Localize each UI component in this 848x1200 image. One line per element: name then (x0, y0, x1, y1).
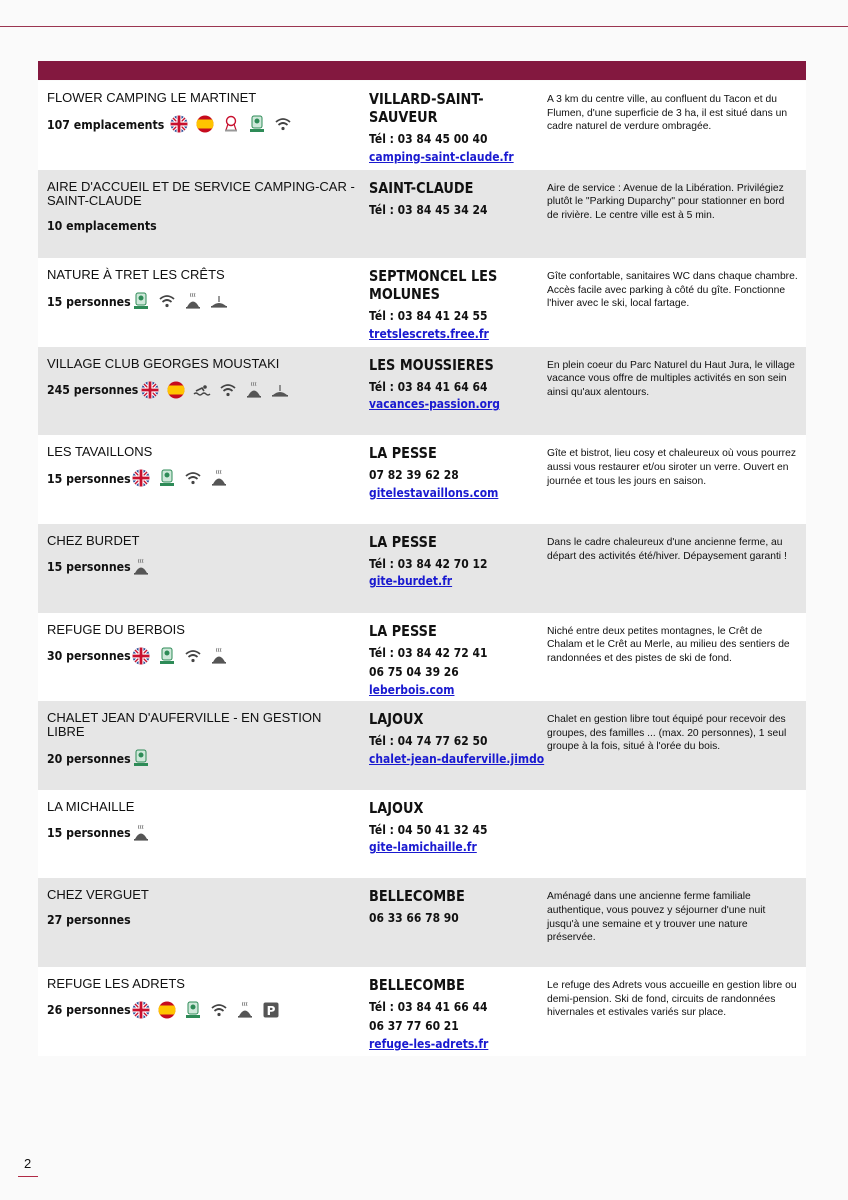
description-cell (538, 790, 806, 879)
table-row (38, 258, 806, 347)
table-row (38, 613, 806, 702)
description: Chalet en gestion libre tout équipé pour recevoir des groupes, des familles ... (max. 20 personnes), 1 seul groupe à la fois, situé à l'orée du bois. (547, 714, 787, 753)
capacity: 26 personnes (47, 1002, 131, 1018)
amenity-icons (170, 115, 300, 133)
eco-label-icon (184, 1001, 202, 1019)
phone-number: Tél : 04 50 41 32 45 (369, 821, 488, 837)
establishment-cell (38, 170, 361, 259)
table-header-band (38, 61, 806, 80)
establishment-cell (38, 790, 361, 879)
establishment-name: CHEZ BURDET (47, 532, 140, 548)
amenity-icons (132, 558, 158, 576)
website-link[interactable]: camping-saint-claude.fr (369, 148, 514, 164)
establishment-cell (38, 701, 361, 790)
table-row (38, 347, 806, 436)
description: A 3 km du centre ville, au confluent du Tacon et du Flumen, d'une superficie de 3 ha, il est situé dans un cadre naturel de verdure ombragée. (547, 94, 788, 133)
contact-cell (361, 524, 538, 613)
restaurant-icon (210, 647, 228, 665)
eco-label-icon (132, 292, 150, 310)
phone-number: 06 37 77 60 21 (369, 1018, 459, 1034)
description-cell (538, 524, 806, 613)
establishment-name: REFUGE DU BERBOIS (47, 621, 185, 637)
table-row (38, 435, 806, 524)
capacity: 15 personnes (47, 825, 131, 841)
amenity-icons (132, 469, 236, 487)
phone-number: Tél : 03 84 42 72 41 (369, 644, 488, 660)
description: En plein coeur du Parc Naturel du Haut Jura, le village vacance vous offre de multiples activités en son sein ainsi qu'aux alentours. (547, 359, 795, 398)
establishment-name: NATURE À TRET LES CRÊTS (47, 267, 225, 283)
establishment-cell (38, 81, 361, 170)
establishment-cell (38, 258, 361, 347)
uk-flag-icon (170, 115, 188, 133)
phone-number: 07 82 39 62 28 (369, 467, 459, 483)
accommodation-table (38, 81, 806, 1056)
establishment-name: REFUGE LES ADRETS (47, 975, 185, 991)
phone-number: Tél : 03 84 42 70 12 (369, 555, 488, 571)
description-cell (538, 701, 806, 790)
table-row (38, 967, 806, 1056)
website-link[interactable]: gite-burdet.fr (369, 573, 453, 589)
description-cell (538, 613, 806, 702)
phone-number: Tél : 03 84 45 34 24 (369, 201, 488, 217)
spain-flag-icon (196, 115, 214, 133)
wifi-icon (210, 1001, 228, 1019)
town-name: VILLARD-SAINT-SAUVEUR (369, 90, 484, 126)
town-name: LA PESSE (369, 532, 437, 551)
meal-icon (210, 292, 228, 310)
table-row (38, 878, 806, 967)
page-number-rule (18, 1176, 38, 1177)
amenity-icons (132, 647, 236, 665)
phone-number: Tél : 03 84 41 64 64 (369, 378, 488, 394)
wifi-icon (219, 381, 237, 399)
establishment-cell (38, 435, 361, 524)
top-rule (0, 26, 848, 27)
town-name: BELLECOMBE (369, 887, 465, 906)
description: Aménagé dans une ancienne ferme familiale authentique, vous pouvez y séjourner d'une nuit jusqu'à une semaine et y trouver une nature préservée. (547, 891, 766, 944)
phone-number: Tél : 03 84 41 24 55 (369, 308, 488, 324)
description: Le refuge des Adrets vous accueille en gestion libre ou demi-pension. Ski de fond, circuits de randonnées hivernales et estivales variés sur place. (547, 979, 797, 1019)
uk-flag-icon (132, 469, 150, 487)
eco-label-icon (132, 749, 150, 767)
description-cell (538, 967, 806, 1056)
description: Gîte et bistrot, lieu cosy et chaleureux où vous pourrez aussi vous restaurer et/ou siroter un verre. Ouvert en journée et tous les jours en saison. (547, 448, 796, 487)
parking-icon (262, 1001, 280, 1019)
svg-text:P: P (266, 1003, 276, 1018)
contact-cell (361, 878, 538, 967)
capacity: 15 personnes (47, 559, 131, 575)
restaurant-icon (210, 469, 228, 487)
establishment-cell (38, 524, 361, 613)
capacity: 27 personnes (47, 912, 131, 928)
spain-flag-icon (167, 381, 185, 399)
meal-icon (271, 381, 289, 399)
eco-label-icon (158, 647, 176, 665)
wifi-icon (158, 292, 176, 310)
description: Niché entre deux petites montagnes, le Crêt de Chalam et le Crêt au Merle, au milieu des sentiers de randonnées et des pistes de ski de fond. (547, 625, 790, 664)
establishment-name: VILLAGE CLUB GEORGES MOUSTAKI (47, 355, 280, 371)
restaurant-icon (236, 1001, 254, 1019)
amenity-icons (132, 292, 236, 310)
establishment-name: FLOWER CAMPING LE MARTINET (47, 90, 257, 105)
town-name: LAJOUX (369, 798, 424, 817)
contact-cell (361, 790, 538, 879)
establishment-name: CHALET JEAN D'AUFERVILLE - EN GESTION LIBRE (47, 710, 322, 740)
capacity: 15 personnes (47, 470, 131, 486)
table-row (38, 790, 806, 879)
phone-number: Tél : 04 74 77 62 50 (369, 733, 488, 749)
restaurant-icon (132, 824, 150, 842)
contact-cell (361, 613, 538, 702)
quality-label-icon (222, 115, 240, 133)
wifi-icon (274, 115, 292, 133)
description-cell (538, 81, 806, 170)
establishment-cell (38, 967, 361, 1056)
phone-number: Tél : 03 84 45 00 40 (369, 131, 488, 146)
restaurant-icon (245, 381, 263, 399)
capacity: 30 personnes (47, 648, 131, 664)
wifi-icon (184, 647, 202, 665)
capacity: 107 emplacements (47, 116, 165, 132)
town-name: BELLECOMBE (369, 975, 465, 994)
contact-cell (361, 258, 538, 347)
town-name: LA PESSE (369, 444, 437, 463)
establishment-cell (38, 878, 361, 967)
website-link[interactable]: chalet-jean-dauferville.jimdo (369, 750, 545, 766)
capacity: 15 personnes (47, 293, 131, 309)
contact-cell (361, 347, 538, 436)
amenity-icons (141, 381, 297, 399)
phone-number: Tél : 03 84 41 66 44 (369, 998, 488, 1014)
capacity: 20 personnes (47, 750, 131, 766)
swimming-icon (193, 381, 211, 399)
establishment-name: CHEZ VERGUET (47, 887, 149, 903)
town-name: LES MOUSSIERES (369, 355, 494, 374)
description-cell (538, 878, 806, 967)
website-link[interactable]: gite-lamichaille.fr (369, 839, 477, 855)
establishment-cell (38, 347, 361, 436)
establishment-name: LA MICHAILLE (47, 798, 135, 814)
uk-flag-icon (132, 1001, 150, 1019)
contact-cell (361, 170, 538, 259)
capacity: 10 emplacements (47, 217, 157, 233)
website-link[interactable]: leberbois.com (369, 681, 455, 697)
eco-label-icon (158, 469, 176, 487)
website-link[interactable]: tretslescrets.free.fr (369, 325, 489, 341)
town-name: SAINT-CLAUDE (369, 178, 474, 197)
uk-flag-icon (141, 381, 159, 399)
website-link[interactable]: vacances-passion.org (369, 396, 501, 412)
establishment-name: LES TAVAILLONS (47, 444, 153, 460)
restaurant-icon (132, 558, 150, 576)
town-name: LAJOUX (369, 710, 424, 729)
town-name: LA PESSE (369, 621, 437, 640)
page-number: 2 (24, 1156, 32, 1171)
phone-number: 06 75 04 39 26 (369, 664, 459, 680)
website-link[interactable]: refuge-les-adrets.fr (369, 1035, 489, 1051)
table-row (38, 170, 806, 259)
wifi-icon (184, 469, 202, 487)
contact-cell (361, 701, 545, 790)
amenity-icons (132, 1001, 288, 1019)
description-cell (538, 258, 806, 347)
contact-cell (361, 435, 538, 524)
contact-cell (361, 81, 538, 170)
description-cell (538, 170, 806, 259)
contact-cell (361, 967, 538, 1056)
establishment-cell (38, 613, 361, 702)
establishment-name: AIRE D'ACCUEIL ET DE SERVICE CAMPING-CAR - SAINT-CLAUDE (47, 178, 355, 208)
restaurant-icon (184, 292, 202, 310)
eco-label-icon (248, 115, 266, 133)
description-cell (538, 347, 806, 436)
description: Gîte confortable, sanitaires WC dans chaque chambre. Accès facile avec parking à côté du gîte. Fonctionne l'hiver avec le ski, local fartage. (547, 271, 798, 310)
description: Dans le cadre chaleureux d'une ancienne ferme, au départ des activités été/hiver. Dépaysement garanti ! (547, 536, 787, 562)
table-row (38, 524, 806, 613)
amenity-icons (132, 749, 158, 767)
table-row (38, 701, 806, 790)
phone-number: 06 33 66 78 90 (369, 910, 459, 926)
description: Aire de service : Avenue de la Libération. Privilégiez plutôt le "Parking Duparchy" pour stationner en bord de rivière. Le centre ville est à 5 min. (547, 182, 785, 221)
town-name: SEPTMONCEL LES MOLUNES (369, 267, 498, 304)
website-link[interactable]: gitelestavaillons.com (369, 484, 499, 500)
description-cell (538, 435, 806, 524)
uk-flag-icon (132, 647, 150, 665)
capacity: 245 personnes (47, 382, 139, 398)
spain-flag-icon (158, 1001, 176, 1019)
amenity-icons (132, 824, 158, 842)
table-row (38, 81, 806, 170)
